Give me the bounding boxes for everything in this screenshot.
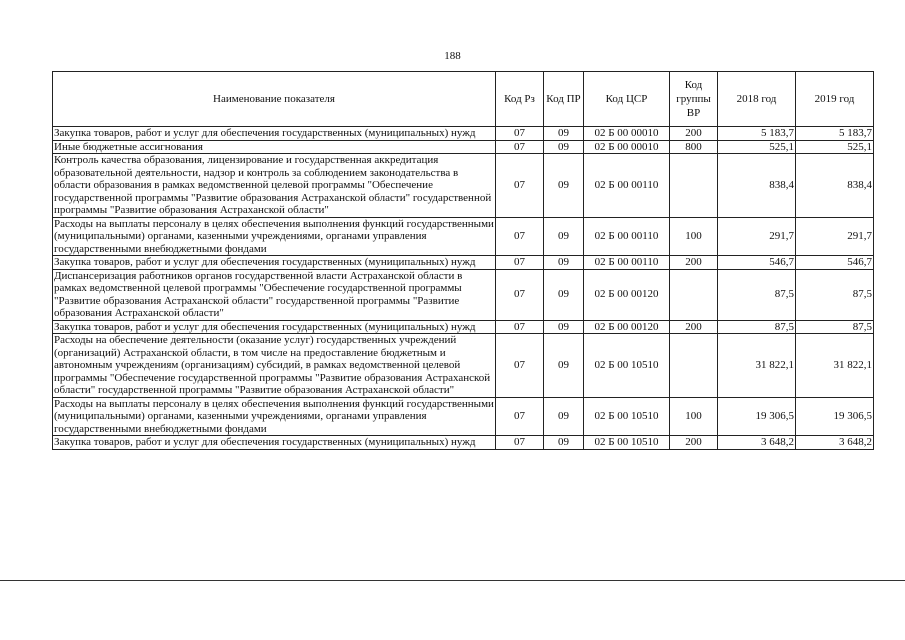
- row-2018: 87,5: [718, 320, 796, 334]
- page-number: 188: [444, 50, 461, 62]
- row-2018: 3 648,2: [718, 436, 796, 450]
- row-vr: 200: [670, 436, 718, 450]
- row-2018: 291,7: [718, 217, 796, 256]
- row-rz: 07: [496, 140, 544, 154]
- row-csr: 02 Б 00 00010: [584, 140, 670, 154]
- row-2019: 838,4: [796, 154, 874, 218]
- row-vr: [670, 334, 718, 398]
- row-rz: 07: [496, 217, 544, 256]
- row-2018: 31 822,1: [718, 334, 796, 398]
- table-header-row: [53, 72, 874, 127]
- row-2018: 546,7: [718, 256, 796, 270]
- table-row: [53, 397, 874, 436]
- row-rz: 07: [496, 269, 544, 320]
- row-vr: 200: [670, 127, 718, 141]
- row-rz: 07: [496, 334, 544, 398]
- table-row: [53, 269, 874, 320]
- table-row: [53, 334, 874, 398]
- row-pr: 09: [544, 269, 584, 320]
- row-pr: 09: [544, 217, 584, 256]
- row-csr: 02 Б 00 10510: [584, 334, 670, 398]
- table-row: [53, 140, 874, 154]
- row-vr: 100: [670, 397, 718, 436]
- row-csr: 02 Б 00 00120: [584, 320, 670, 334]
- header-rz: Код Рз: [496, 72, 544, 127]
- row-2019: 5 183,7: [796, 127, 874, 141]
- row-2018: 838,4: [718, 154, 796, 218]
- header-vr: Код группы ВР: [670, 72, 718, 127]
- row-rz: 07: [496, 397, 544, 436]
- row-name: Закупка товаров, работ и услуг для обеспечения государственных (муниципальных) нужд: [53, 127, 496, 141]
- row-2018: 5 183,7: [718, 127, 796, 141]
- row-2019: 19 306,5: [796, 397, 874, 436]
- row-csr: 02 Б 00 00110: [584, 256, 670, 270]
- row-2019: 31 822,1: [796, 334, 874, 398]
- header-2019: 2019 год: [796, 72, 874, 127]
- row-csr: 02 Б 00 10510: [584, 397, 670, 436]
- row-2019: 87,5: [796, 320, 874, 334]
- row-vr: 100: [670, 217, 718, 256]
- header-csr: Код ЦСР: [584, 72, 670, 127]
- row-name: Расходы на выплаты персоналу в целях обеспечения выполнения функций государственными (муниципальными) органами, казенными учреждениями, органами управления государственными внебюджетными фондами: [54, 217, 494, 255]
- row-pr: 09: [544, 140, 584, 154]
- table-row: [53, 127, 874, 141]
- row-2019: 3 648,2: [796, 436, 874, 450]
- row-name: Закупка товаров, работ и услуг для обеспечения государственных (муниципальных) нужд: [53, 320, 496, 334]
- row-pr: 09: [544, 127, 584, 141]
- row-name: Закупка товаров, работ и услуг для обеспечения государственных (муниципальных) нужд: [53, 436, 496, 450]
- table-row: [53, 154, 874, 218]
- table-row: [53, 217, 874, 256]
- row-rz: 07: [496, 154, 544, 218]
- table-row: [53, 320, 874, 334]
- row-rz: 07: [496, 127, 544, 141]
- row-name: Диспансеризация работников органов государственной власти Астраханской области в рамках ведомственной целевой программы "Обеспечение государственной программы "Развитие образования Астраханской области" государственной программы "Развитие образования Астраханской области": [53, 269, 496, 320]
- row-name: Расходы на обеспечение деятельности (оказание услуг) государственных учреждений (организаций) Астраханской области, в том числе на предоставление бюджетным и автономным учреждениям (организациям) субсидий, в рамках ведомственной целевой программы "Обеспечение государственной программы "Развитие образования Астраханской области" государственной программы "Развитие образования Астраханской области": [53, 334, 496, 398]
- row-2019: 546,7: [796, 256, 874, 270]
- header-2018: 2018 год: [718, 72, 796, 127]
- budget-table: [52, 71, 874, 450]
- row-vr: [670, 154, 718, 218]
- table-row: [53, 256, 874, 270]
- header-name: Наименование показателя: [53, 72, 496, 127]
- row-name: Расходы на выплаты персоналу в целях обеспечения выполнения функций государственными (муниципальными) органами, казенными учреждениями, органами управления государственными внебюджетными фондами: [54, 397, 494, 435]
- row-pr: 09: [544, 256, 584, 270]
- row-name: Иные бюджетные ассигнования: [53, 140, 496, 154]
- row-rz: 07: [496, 256, 544, 270]
- row-name: Закупка товаров, работ и услуг для обеспечения государственных (муниципальных) нужд: [53, 256, 496, 270]
- row-2019: 525,1: [796, 140, 874, 154]
- row-csr: 02 Б 00 00110: [584, 154, 670, 218]
- row-2019: 87,5: [796, 269, 874, 320]
- table-row: [53, 436, 874, 450]
- row-vr: 800: [670, 140, 718, 154]
- row-pr: 09: [544, 397, 584, 436]
- row-vr: [670, 269, 718, 320]
- row-rz: 07: [496, 436, 544, 450]
- row-2018: 87,5: [718, 269, 796, 320]
- row-vr: 200: [670, 256, 718, 270]
- row-csr: 02 Б 00 00010: [584, 127, 670, 141]
- row-pr: 09: [544, 154, 584, 218]
- row-csr: 02 Б 00 10510: [584, 436, 670, 450]
- row-name: Контроль качества образования, лицензирование и государственная аккредитация образовательной деятельности, надзор и контроль за соблюдением законодательства в области образования в рамках ведомственной целевой программы "Обеспечение государственной программы "Развитие образования Астраханской области" государственной программы "Развитие образования Астраханской области": [53, 154, 496, 218]
- row-pr: 09: [544, 436, 584, 450]
- row-2019: 291,7: [796, 217, 874, 256]
- row-vr: 200: [670, 320, 718, 334]
- row-csr: 02 Б 00 00120: [584, 269, 670, 320]
- scan-cut-line: [0, 580, 905, 581]
- row-pr: 09: [544, 320, 584, 334]
- header-pr: Код ПР: [544, 72, 584, 127]
- row-2018: 19 306,5: [718, 397, 796, 436]
- row-csr: 02 Б 00 00110: [584, 217, 670, 256]
- row-pr: 09: [544, 334, 584, 398]
- row-rz: 07: [496, 320, 544, 334]
- row-2018: 525,1: [718, 140, 796, 154]
